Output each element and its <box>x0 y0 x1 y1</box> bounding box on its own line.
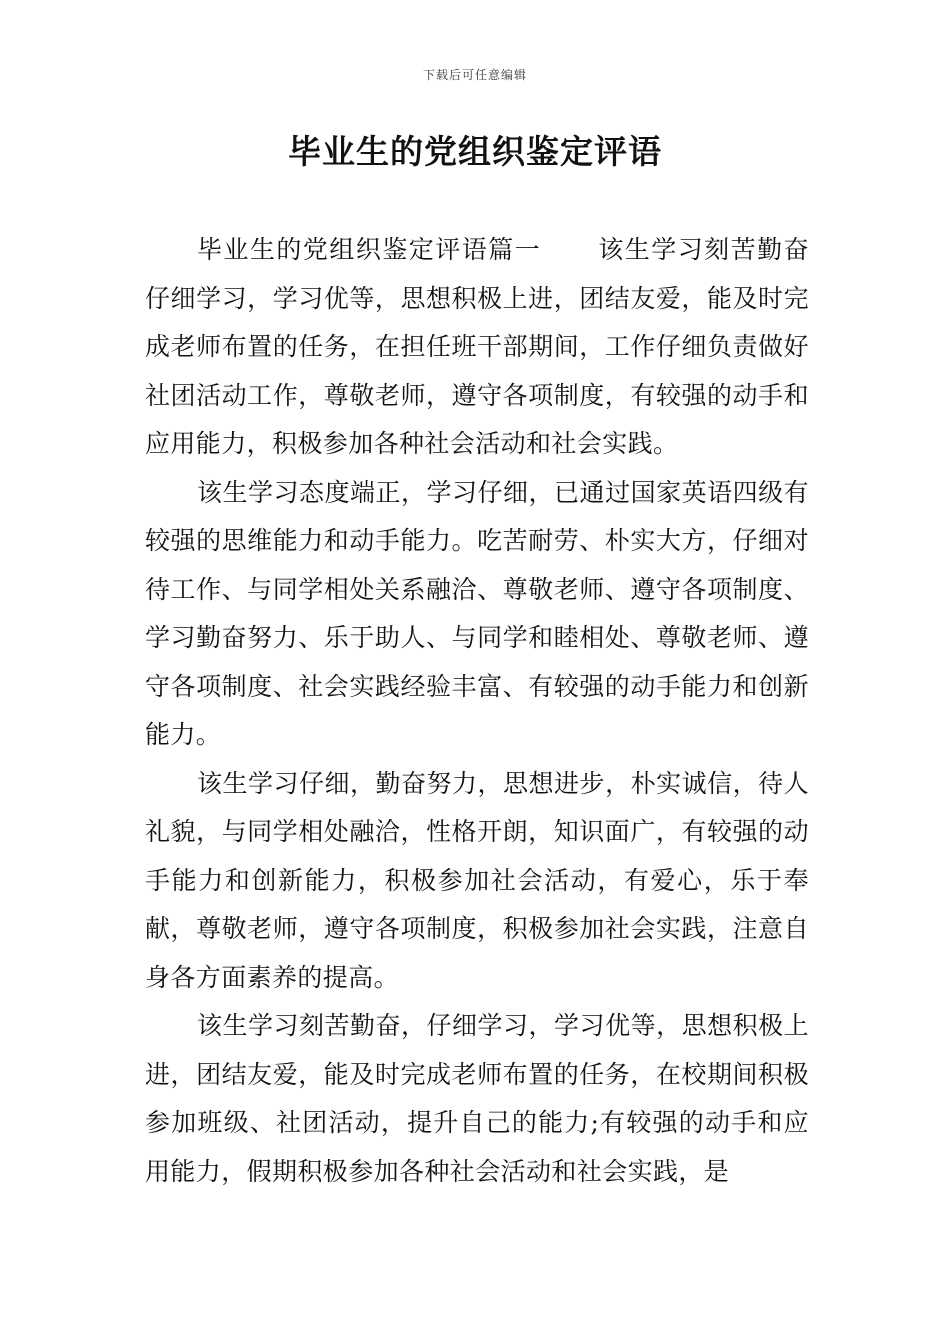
paragraph-2: 该生学习态度端正，学习仔细，已通过国家英语四级有较强的思维能力和动手能力。吃苦耐劳、朴实大方，仔细对待工作、与同学相处关系融洽、尊敬老师、遵守各项制度、学习勤奋努力、乐于助人、与同学和睦相处、尊敬老师、遵守各项制度、社会实践经验丰富、有较强的动手能力和创新能力。 <box>145 477 809 749</box>
paragraph-1 <box>145 226 809 469</box>
paragraph-4: 该生学习刻苦勤奋，仔细学习，学习优等，思想积极上进，团结友爱，能及时完成老师布置的任务，在校期间积极参加班级、社团活动，提升自己的能力;有较强的动手和应用能力，假期积极参加各种社会活动和社会实践，是 <box>145 1011 809 1186</box>
section-heading: 毕业生的党组织鉴定评语篇一 <box>197 235 542 264</box>
document-title: 毕业生的党组织鉴定评语 <box>288 132 662 171</box>
page-header-note: 下载后可任意编辑 <box>422 68 527 82</box>
paragraph-3: 该生学习仔细，勤奋努力，思想进步，朴实诚信，待人礼貌，与同学相处融洽，性格开朗，知识面广，有较强的动手能力和创新能力，积极参加社会活动，有爱心，乐于奉献，尊敬老师，遵守各项制度，积极参加社会实践，注意自身各方面素养的提高。 <box>145 768 809 992</box>
paragraph-1-text: 该生学习刻苦勤奋仔细学习，学习优等，思想积极上进，团结友爱，能及时完成老师布置的任务，在担任班干部期间，工作仔细负责做好社团活动工作，尊敬老师，遵守各项制度，有较强的动手和应用能力，积极参加各种社会活动和社会实践。 <box>145 235 810 458</box>
document-body <box>145 226 809 1196</box>
